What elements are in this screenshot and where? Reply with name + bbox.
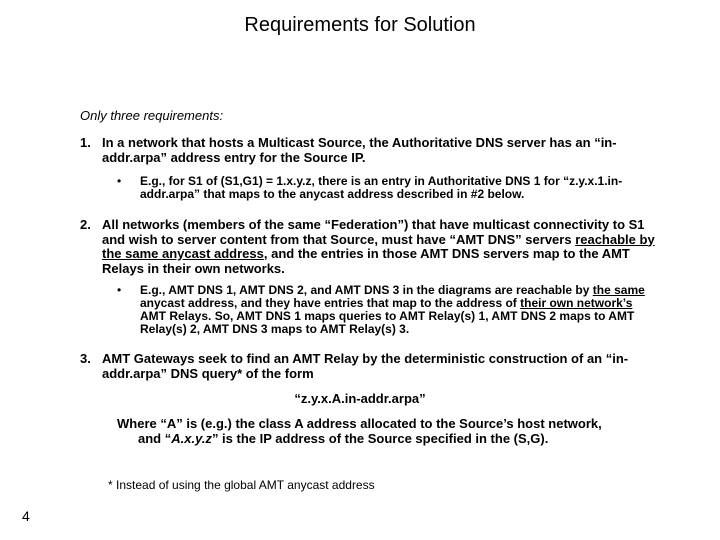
bullet-dot-icon: • bbox=[117, 283, 122, 297]
requirement-1-bullet bbox=[117, 175, 637, 201]
requirement-1-bullet-text: E.g., for S1 of (S1,G1) = 1.x.y.z, there is an entry in Authoritative DNS 1 for “z.y.x.1.in-addr.arpa” that maps to the anycast address described in #2 below. bbox=[140, 174, 623, 201]
intro-text: Only three requirements: bbox=[80, 108, 224, 123]
where-line-2 bbox=[117, 431, 657, 446]
requirement-2-bullet-underlined-2: their own network’s bbox=[520, 296, 633, 310]
requirement-1 bbox=[80, 136, 660, 165]
where-line-1: Where “A” is (e.g.) the class A address allocated to the Source’s host network, bbox=[117, 416, 602, 431]
requirement-1-number: 1. bbox=[80, 135, 91, 150]
footnote: * Instead of using the global AMT anycast address bbox=[108, 478, 375, 492]
requirement-3-number: 3. bbox=[80, 351, 91, 366]
requirement-2-text bbox=[102, 218, 662, 276]
requirement-2 bbox=[80, 218, 662, 276]
requirement-2-bullet-b: anycast address, and they have entries that map to the address of bbox=[140, 296, 521, 310]
requirement-1-text: In a network that hosts a Multicast Source, the Authoritative DNS server has an “in-addr.arpa” address entry for the Source IP. bbox=[102, 135, 617, 165]
where-line-2-b: ” is the IP address of the Source specified in the (S,G). bbox=[211, 431, 549, 446]
requirement-2-number: 2. bbox=[80, 217, 91, 232]
requirement-2-bullet-underlined-1: the same bbox=[592, 283, 645, 297]
requirement-3 bbox=[80, 352, 660, 381]
requirement-2-text-a: All networks (members of the same “Federation”) that have multicast connectivity to S1 and wish to server content from that Source, must have “AMT DNS” servers bbox=[102, 217, 645, 247]
slide-title: Requirements for Solution bbox=[244, 14, 476, 36]
where-line-2-a: and “ bbox=[138, 431, 172, 446]
requirement-2-bullet-text bbox=[140, 284, 647, 336]
requirement-2-text-b: , and the entries in those AMT DNS servers map to the AMT Relays in their own networks. bbox=[102, 246, 630, 276]
where-explanation bbox=[117, 416, 657, 446]
requirement-2-underlined: reachable by the same anycast address bbox=[102, 231, 655, 261]
requirement-2-bullet-c: AMT Relays. So, AMT DNS 1 maps queries to AMT Relay(s) 1, AMT DNS 2 maps to AMT Relay(s) 2, AMT DNS 3 maps to AMT Relay(s) 3. bbox=[140, 309, 635, 336]
query-form: “z.y.x.A.in-addr.arpa” bbox=[294, 391, 426, 406]
bullet-dot-icon: • bbox=[117, 174, 122, 188]
requirement-2-bullet-a: E.g., AMT DNS 1, AMT DNS 2, and AMT DNS 3 in the diagrams are reachable by bbox=[140, 283, 593, 297]
page-number: 4 bbox=[22, 508, 30, 524]
requirement-2-bullet bbox=[117, 284, 647, 336]
requirement-3-text: AMT Gateways seek to find an AMT Relay by the deterministic construction of an “in-addr.arpa” DNS query* of the form bbox=[102, 351, 629, 381]
where-line-2-italic: A.x.y.z bbox=[171, 431, 212, 446]
